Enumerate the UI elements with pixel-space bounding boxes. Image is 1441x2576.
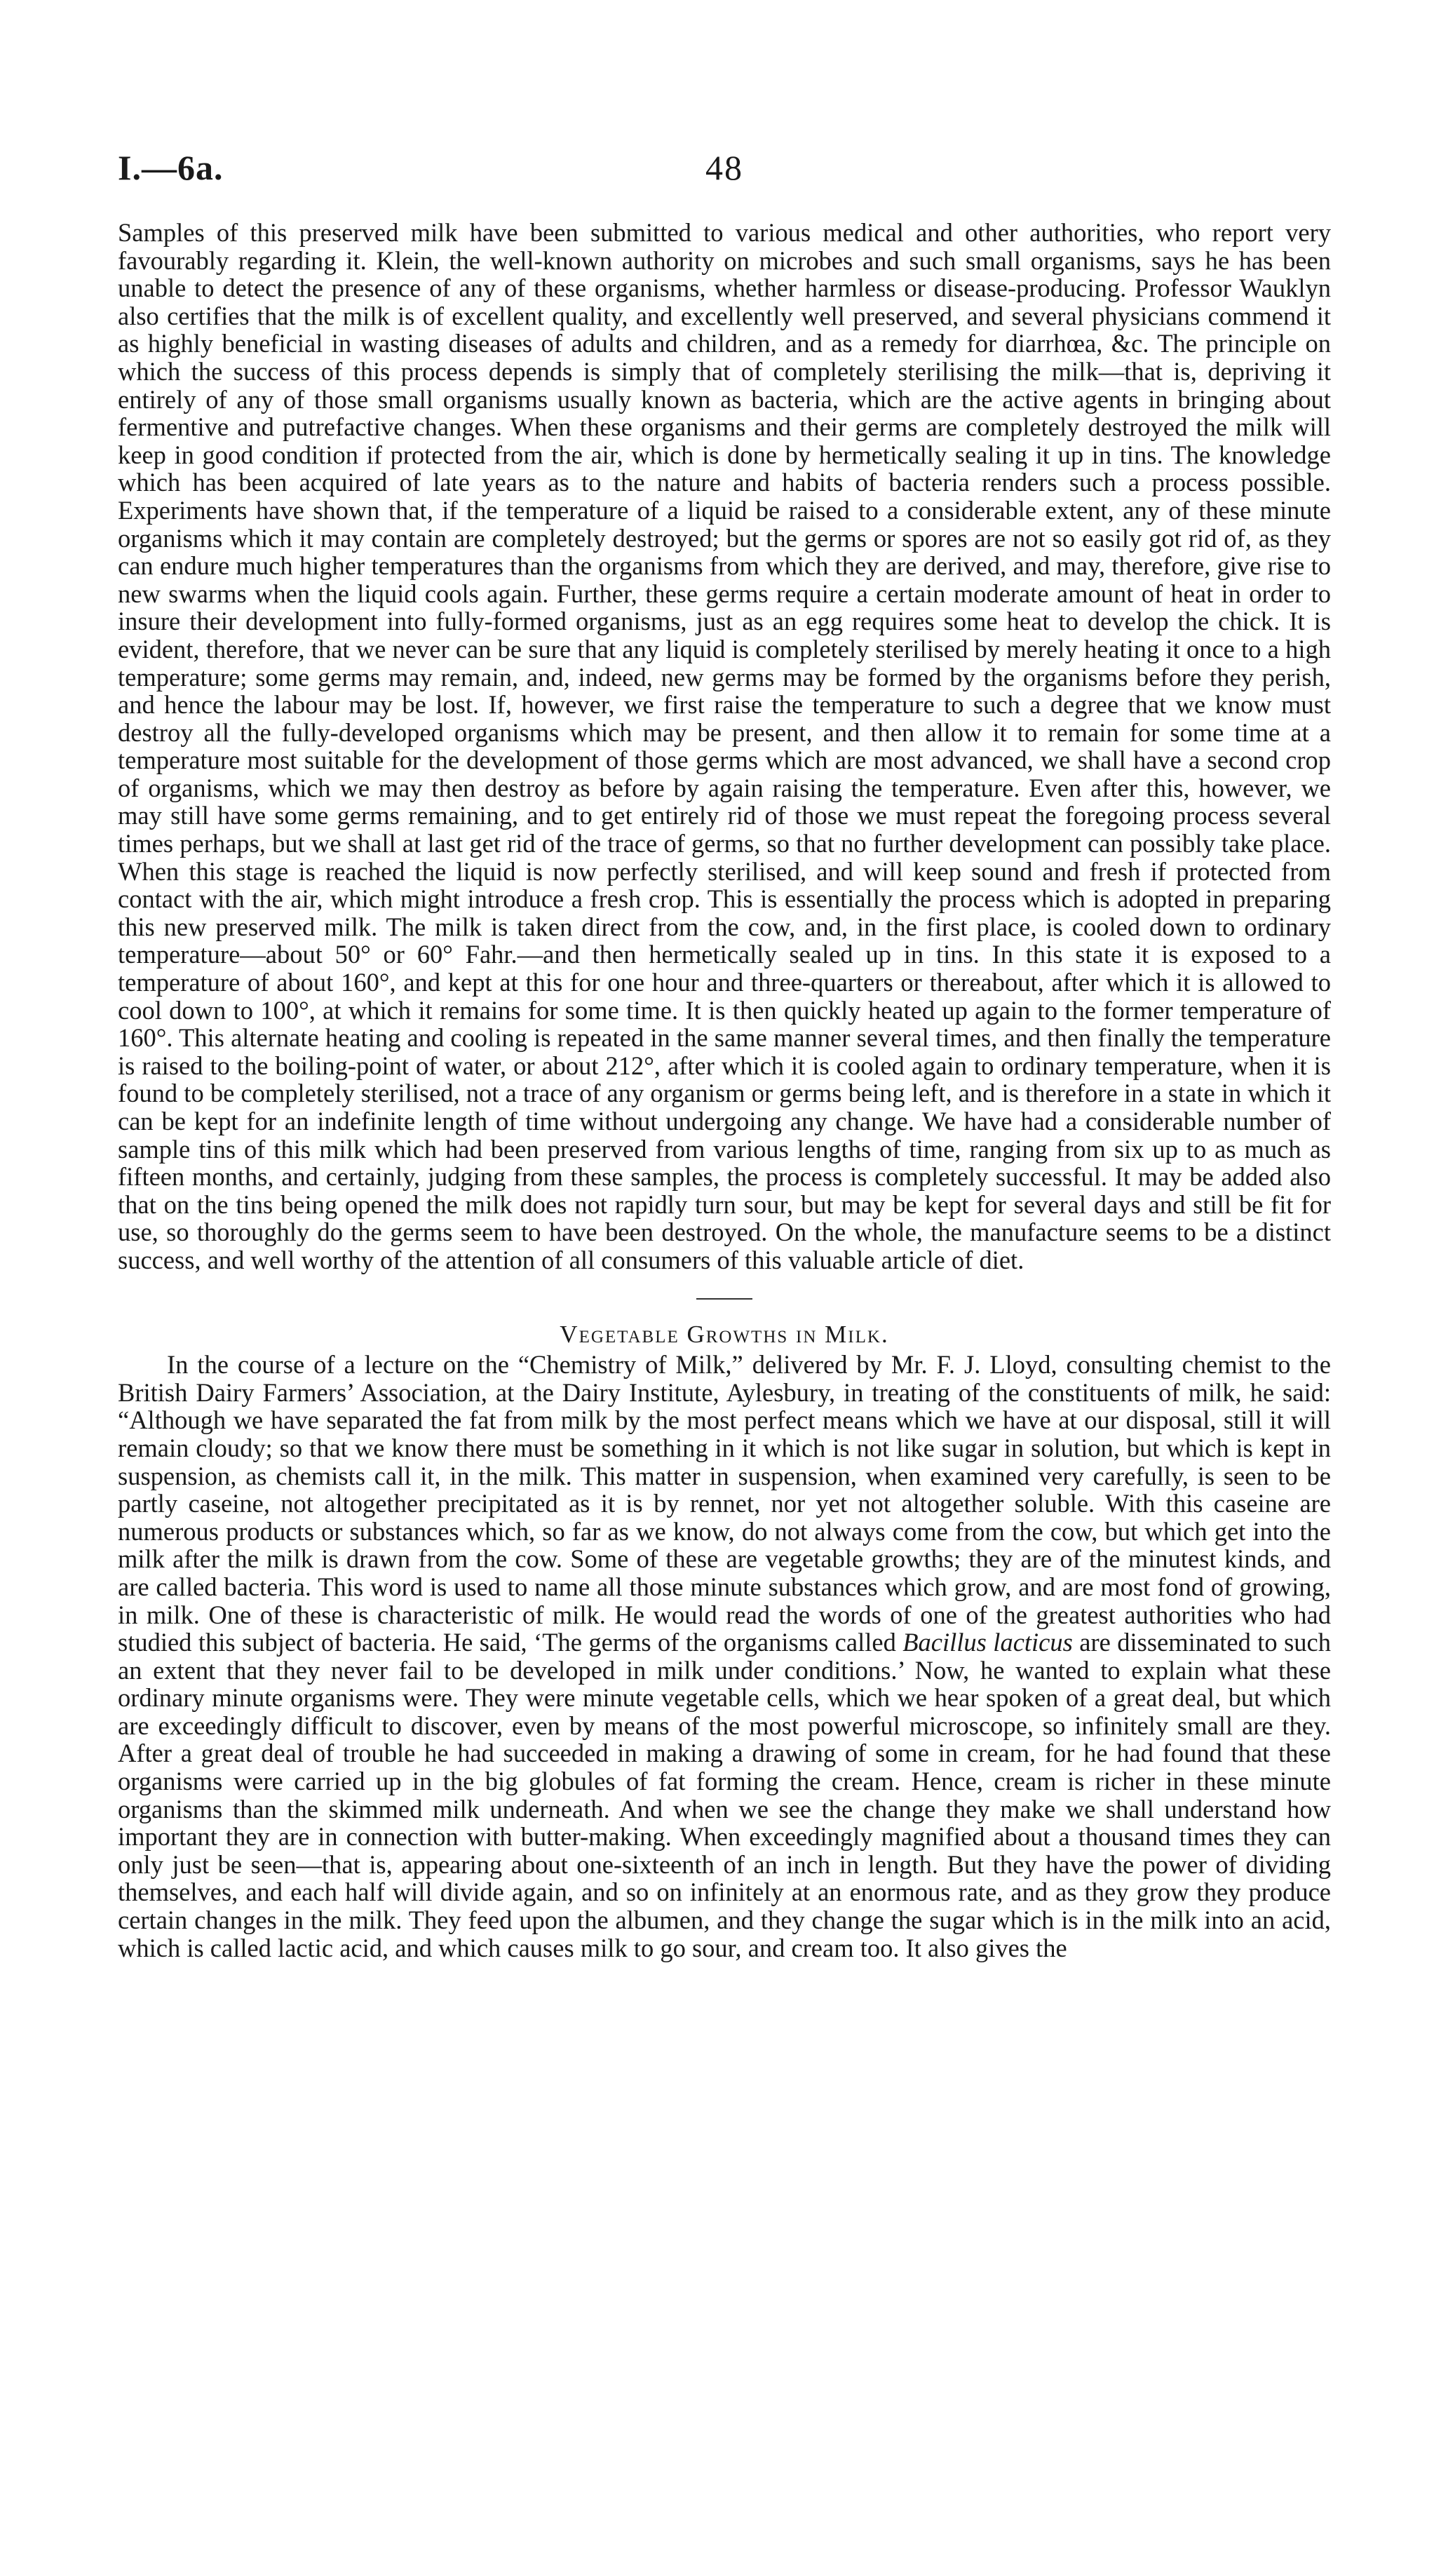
section-divider bbox=[696, 1298, 752, 1300]
intro-paragraph: Samples of this preserved milk have been submitted to various medical and other authorities, who report very favourably regarding it. Klein, the well-known authority on microbes and such small organisms, says he has been unable to detect the presence of any of these organisms, whether harmless or disease-producing. Professor Wauklyn also certifies that the milk is of excellent quality, and excellently well preserved, and several physicians commend it as highly beneficial in wasting diseases of adults and children, and as a remedy for diarrhœa, &c. The principle on which the success of this process depends is simply that of completely sterilising the milk—that is, depriving it entirely of any of those small organisms usually known as bacteria, which are the active agents in bringing about fermentive and putrefactive changes. When these organisms and their germs are completely destroyed the milk will keep in good condition if protected from the air, which is done by hermetically sealing it up in tins. The knowledge which has been acquired of late years as to the nature and habits of bacteria renders such a process possible. Experiments have shown that, if the temperature of a liquid be raised to a considerable extent, any of these minute organisms which it may contain are completely destroyed; but the germs or spores are not so easily got rid of, as they can endure much higher temperatures than the organisms from which they are derived, and may, therefore, give rise to new swarms when the liquid cools again. Further, these germs require a certain moderate amount of heat in order to insure their development into fully-formed organisms, just as an egg requires some heat to develop the chick. It is evident, therefore, that we never can be sure that any liquid is completely sterilised by merely heating it once to a high temperature; some germs may remain, and, indeed, new germs may be formed by the organisms before they perish, and hence the labour may be lost. If, however, we first raise the temperature to such a degree that we know must destroy all the fully-developed organisms which may be present, and then allow it to remain for some time at a temperature most suitable for the development of those germs which are most advanced, we shall have a second crop of organisms, which we may then destroy as before by again raising the temperature. Even after this, however, we may still have some germs remaining, and to get entirely rid of those we must repeat the foregoing process several times perhaps, but we shall at last get rid of the trace of germs, so that no further development can possibly take place. When this stage is reached the liquid is now perfectly sterilised, and will keep sound and fresh if protected from contact with the air, which might introduce a fresh crop. This is essentially the process which is adopted in preparing this new preserved milk. The milk is taken direct from the cow, and, in the first place, is cooled down to ordinary temperature—about 50° or 60° Fahr.—and then hermetically sealed up in tins. In this state it is exposed to a temperature of about 160°, and kept at this for one hour and three-quarters or thereabout, after which it is allowed to cool down to 100°, at which it remains for some time. It is then quickly heated up again to the former temperature of 160°. This alternate heating and cooling is repeated in the same manner several times, and then finally the temperature is raised to the boiling-point of water, or about 212°, after which it is cooled again to ordinary temperature, when it is found to be completely sterilised, not a trace of any organism or germs being left, and is therefore in a state in which it can be kept for an indefinite length of time without undergoing any change. We have had a considerable number of sample tins of this milk which had been preserved from various lengths of time, ranging from six up to as much as fifteen months, and certainly, judging from these samples, the process is completely successful. It may be added also that on the tins being opened the milk does not rapidly turn sour, but may be kept for several days and still be fit for use, so thoroughly do the germs seem to have been destroyed. On the whole, the manufacture seems to be a distinct success, and well worthy of the attention of all consumers of this valuable article of diet. bbox=[118, 218, 1331, 1274]
species-name: Bacillus lacticus bbox=[902, 1628, 1073, 1657]
page-header bbox=[118, 147, 1331, 203]
section-text-part-1: In the course of a lecture on the “Chemistry of Milk,” delivered by Mr. F. J. Lloyd, consulting chemist to the British Dairy Farmers’ Association, at the Dairy Institute, Aylesbury, in treating of the constituents of milk, he said: “Although we have separated the fat from milk by the most perfect means which we have at our disposal, still it will remain cloudy; so that we know there must be something in it which is not like sugar in solution, but which is kept in suspension, as chemists call it, in the milk. This matter in suspension, when examined very carefully, is seen to be partly caseine, not altogether precipitated as it is by rennet, nor yet not altogether soluble. With this caseine are numerous products or substances which, so far as we know, do not always come from the cow, but which get into the milk after the milk is drawn from the cow. Some of these are vegetable growths; they are of the minutest kinds, and are called bacteria. This word is used to name all those minute substances which grow, and are most fond of growing, in milk. One of these is characteristic of milk. He would read the words of one of the greatest authorities who had studied this subject of bacteria. He said, ‘The germs of the organisms called bbox=[118, 1350, 1331, 1657]
document-reference: I.—6a. bbox=[118, 148, 224, 187]
page-number: 48 bbox=[705, 148, 743, 187]
section-title: Vegetable Growths in Milk. bbox=[560, 1320, 889, 1348]
page-body bbox=[118, 219, 1331, 1962]
section-text-part-2: are disseminated to such an extent that they never fail to be developed in milk under conditions.’ Now, he wanted to explain what these ordinary minute organisms were. They were minute vegetable cells, which we hear spoken of a great deal, but which are exceedingly difficult to discover, even by means of the most powerful microscope, so infinitely small are they. After a great deal of trouble he had succeeded in making a drawing of some in cream, for he had found that these organisms were carried up in the big globules of fat forming the cream. Hence, cream is richer in these minute organisms than the skimmed milk underneath. And when we see the change they make we shall understand how important they are in connection with butter-making. When exceedingly magnified about a thousand times they can only just be seen—that is, appearing about one-sixteenth of an inch in length. But they have the power of dividing themselves, and each half will divide again, and so on infinitely at an enormous rate, and as they grow they produce certain changes in the milk. They feed upon the albumen, and they change the sugar which is in the milk into an acid, which is called lactic acid, and which causes milk to go sour, and cream too. It also gives the bbox=[118, 1628, 1331, 1962]
section-paragraph bbox=[118, 1351, 1331, 1962]
